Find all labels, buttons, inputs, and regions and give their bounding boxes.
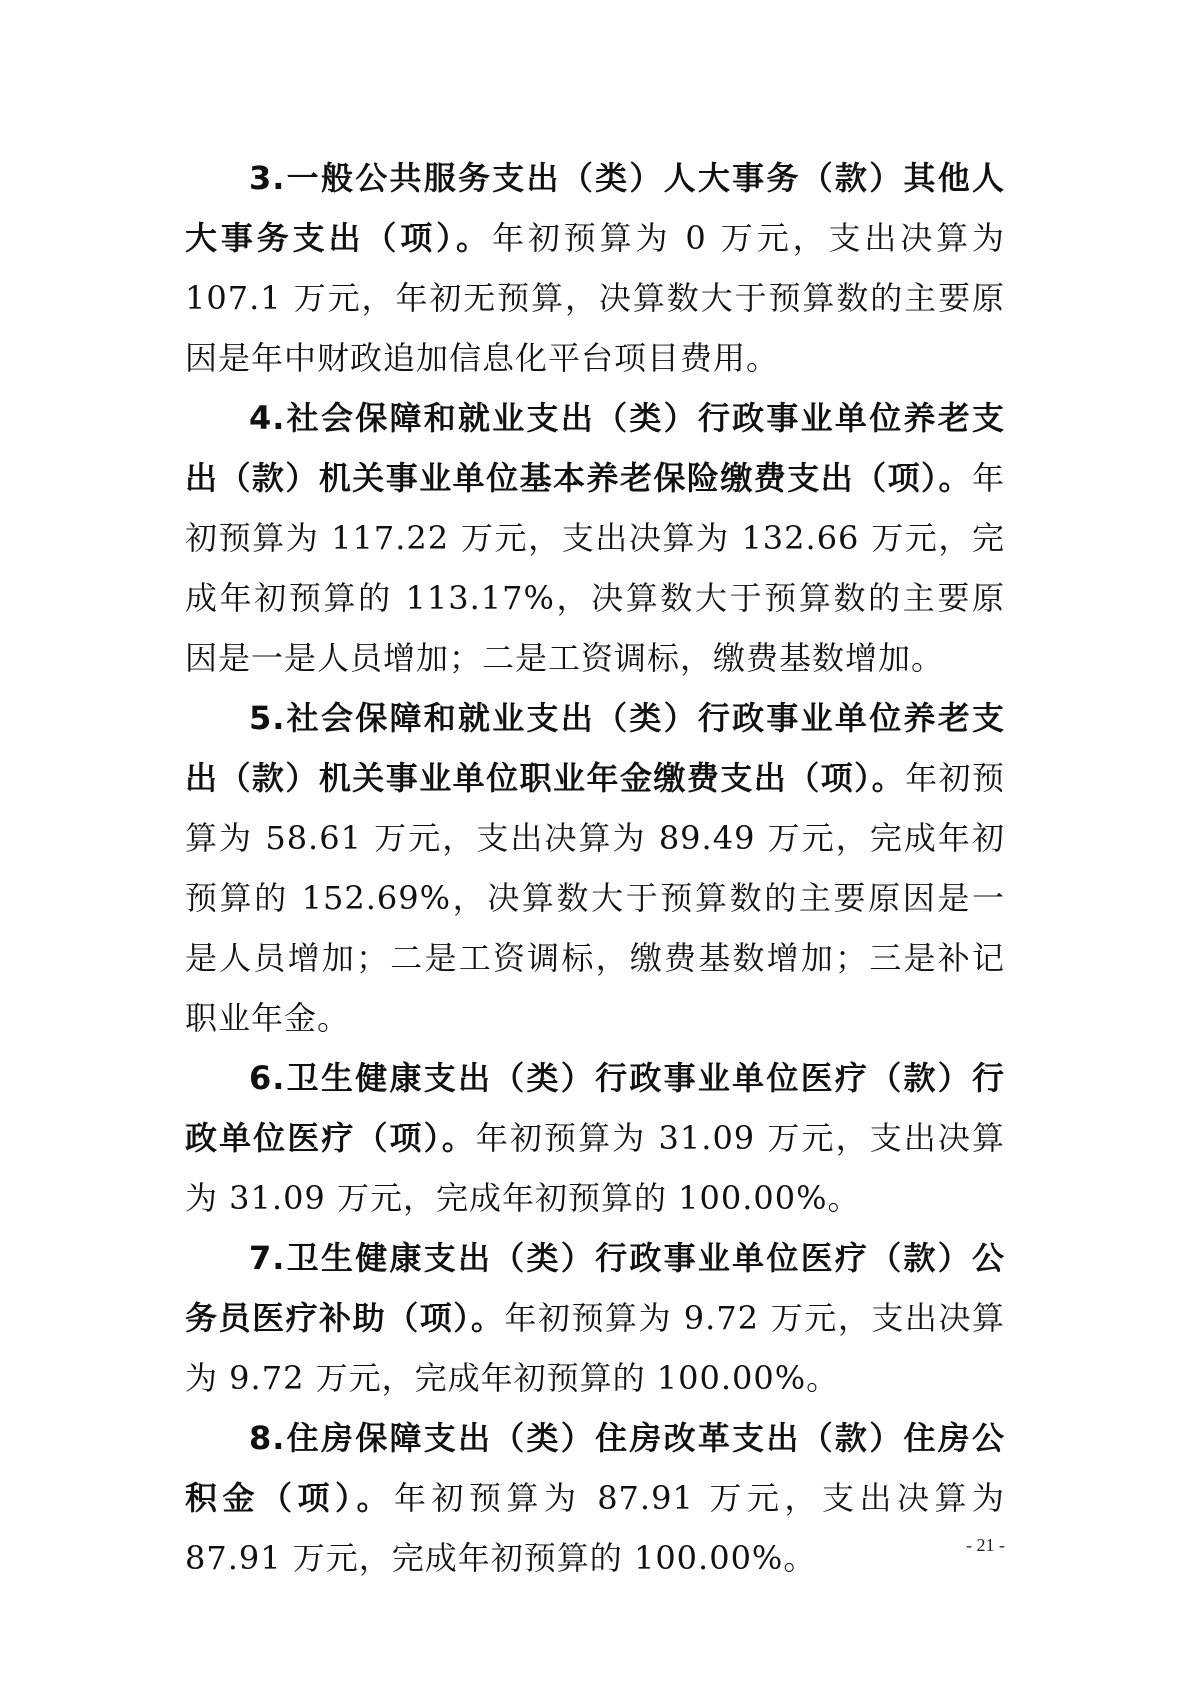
paragraph-body: 年初预算为 31.09 万元，支出决算为 31.09 万元，完成年初预算的 100.00%。 xyxy=(185,1119,1005,1217)
paragraph-item-7 xyxy=(185,1228,1005,1408)
paragraph-item-6 xyxy=(185,1048,1005,1228)
paragraph-body: 年初预算为 9.72 万元，支出决算为 9.72 万元，完成年初预算的 100.00%。 xyxy=(185,1299,1005,1397)
paragraph-body: 年初预算为 117.22 万元，支出决算为 132.66 万元，完成年初预算的 113.17%，决算数大于预算数的主要原因是一是人员增加；二是工资调标，缴费基数增加。 xyxy=(185,459,1005,677)
paragraph-heading: 6.卫生健康支出（类）行政事业单位医疗（款）行政单位医疗（项）。 xyxy=(185,1059,1005,1157)
paragraph-item-4 xyxy=(185,388,1005,688)
paragraph-heading: 5.社会保障和就业支出（类）行政事业单位养老支出（款）机关事业单位职业年金缴费支出（项）。 xyxy=(185,699,1005,797)
paragraph-body: 年初预算为 58.61 万元，支出决算为 89.49 万元，完成年初预算的 152.69%，决算数大于预算数的主要原因是一是人员增加；二是工资调标，缴费基数增加；三是补记职业年金。 xyxy=(185,759,1005,1037)
paragraph-heading: 7.卫生健康支出（类）行政事业单位医疗（款）公务员医疗补助（项）。 xyxy=(185,1239,1005,1337)
paragraph-heading: 3.一般公共服务支出（类）人大事务（款）其他人大事务支出（项）。 xyxy=(185,159,1005,257)
paragraph-body: 年初预算为 87.91 万元，支出决算为 87.91 万元，完成年初预算的 100.00%。 xyxy=(185,1479,1005,1577)
paragraph-item-5 xyxy=(185,688,1005,1048)
paragraph-heading: 4.社会保障和就业支出（类）行政事业单位养老支出（款）机关事业单位基本养老保险缴费支出（项）。 xyxy=(185,399,1005,497)
paragraph-heading: 8.住房保障支出（类）住房改革支出（款）住房公积金（项）。 xyxy=(185,1419,1005,1517)
paragraph-body: 年初预算为 0 万元，支出决算为 107.1 万元，年初无预算，决算数大于预算数的主要原因是年中财政追加信息化平台项目费用。 xyxy=(185,219,1005,377)
paragraph-item-8 xyxy=(185,1408,1005,1588)
page-number: - 21 - xyxy=(966,1535,1005,1555)
document-page xyxy=(185,148,1005,1588)
paragraph-item-3 xyxy=(185,148,1005,388)
